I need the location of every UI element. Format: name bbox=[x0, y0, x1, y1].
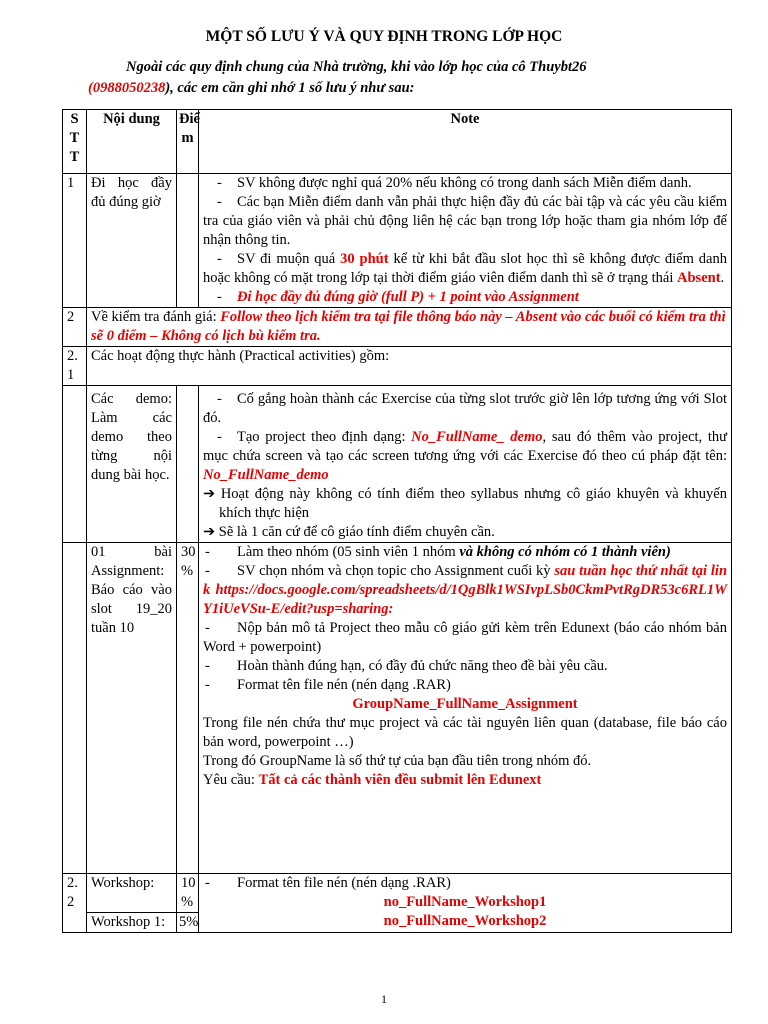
table-row bbox=[63, 543, 732, 874]
row22-note: - Format tên file nén (nén dạng .RAR) no_FullName_Workshop1 no_FullName_Workshop2 bbox=[199, 874, 732, 933]
page-number: 1 bbox=[381, 992, 387, 1006]
row1-stt: 1 bbox=[63, 174, 87, 308]
row2-content bbox=[87, 308, 732, 347]
row1-note4: Đi học đầy đủ đúng giờ (full P) + 1 point vào Assignment bbox=[237, 289, 579, 305]
row1-content: Đi học đầy đủ đúng giờ bbox=[87, 174, 177, 308]
demo-note2c: , sau đó thêm vào project, thư mục chứa screen và tạo các screen tương ứng với các Exercise đó theo cú pháp đặt tên: bbox=[203, 429, 727, 464]
header-note: Note bbox=[199, 110, 732, 174]
row2-stt: 2 bbox=[63, 308, 87, 347]
assignment-note9a: Yêu cầu: bbox=[203, 772, 259, 788]
demo-note2a: Tạo project theo định dạng: bbox=[237, 429, 412, 445]
demo-note4: Sẽ là 1 căn cứ để cô giáo tính điểm chuyên cần. bbox=[218, 524, 495, 540]
header-stt: S T T bbox=[63, 110, 87, 174]
header-score: Điể m bbox=[177, 110, 199, 174]
assignment-note: - Làm theo nhóm (05 sinh viên 1 nhóm và không có nhóm có 1 thành viên) - SV chọn nhóm và chọn topic cho Assignment cuối kỳ sau tuần học thứ nhất tại link https://docs.google.com/spreadsheets/d/1QgBlk1WSIvpLSb0CkmPvtRgDR53c6RL1WY1iUeVSu-E/edit?usp=sharing: - Nộp bản mô tả Project theo mẫu cô giáo gửi kèm trên Edunext (báo cáo nhóm bản Word + powerpoint) - Hoàn thành đúng hạn, có đầy đủ chức năng theo đề bài yêu cầu. - Format tên file nén (nén dạng .RAR) GroupName_FullName_Assignment Trong file nén chứa thư mục project và các tài nguyên liên quan (database, file báo cáo bản word, powerpoint …) Trong đó GroupName là số thứ tự của bạn đầu tiên trong nhóm đó. Yêu cầu: Tất cả các thành viên đều submit lên Edunext bbox=[199, 543, 732, 874]
table-row bbox=[63, 308, 732, 347]
intro-line1: Ngoài các quy định chung của Nhà trường, khi vào lớp học của cô Thuybt26 bbox=[126, 59, 587, 75]
row21-content: Các hoạt động thực hành (Practical activities) gồm: bbox=[87, 347, 732, 386]
row22-content1: Workshop: bbox=[87, 874, 177, 913]
assignment-note1b: và không có nhóm có 1 thành viên) bbox=[459, 544, 671, 560]
demo-note2d: No_FullName_demo bbox=[203, 467, 329, 483]
row2-text: Follow theo lịch kiểm tra tại file thông báo này – Absent vào các buổi có kiểm tra thì sẽ 0 điểm – Không có lịch bù kiểm tra. bbox=[91, 309, 726, 344]
demo-note3: Hoạt động này không có tính điểm theo syllabus nhưng cô giáo khuyên và khuyến khích thực hiện bbox=[219, 486, 727, 521]
row1-note3b: 30 phút bbox=[340, 251, 389, 267]
row1-note: - SV không được nghỉ quá 20% nếu không có trong danh sách Miễn điểm danh. - Các bạn Miễn điểm danh vẫn phải thực hiện đầy đủ các bài tập và các yêu cầu kiểm tra của giáo viên và phải chủ động liên hệ các bạn trong lớp hoặc tham gia nhóm lớp để nhận thông tin. - SV đi muộn quá 30 phút kể từ khi bắt đầu slot học thì sẽ không được điểm danh hoặc không có mặt trong lớp tại thời điểm giáo viên điểm danh thì sẽ ở trạng thái Absent. - Đi học đầy đủ đúng giờ (full P) + 1 point vào Assignment bbox=[199, 174, 732, 308]
assignment-note2a: SV chọn nhóm và chọn topic cho Assignment cuối kỳ bbox=[237, 563, 555, 579]
assignment-note7: Trong file nén chứa thư mục project và các tài nguyên liên quan (database, file báo cáo bản word, powerpoint …) bbox=[203, 715, 727, 750]
assignment-score: 30 % bbox=[177, 543, 199, 874]
arrow-icon: ➔ bbox=[203, 486, 221, 502]
assignment-filename: GroupName_FullName_Assignment bbox=[352, 696, 578, 712]
row1-note3c: kể từ khi bắt đầu slot học thì sẽ không được điểm danh hoặc không có mặt trong lớp tại thời điểm giáo viên điểm danh thì sẽ ở trạng thái bbox=[203, 251, 727, 286]
table-row bbox=[63, 347, 732, 386]
header-content: Nội dung bbox=[87, 110, 177, 174]
workshop2-filename: no_FullName_Workshop2 bbox=[383, 913, 547, 929]
table-row bbox=[63, 874, 732, 913]
demo-note: - Cố gắng hoàn thành các Exercise của từng slot trước giờ lên lớp tương ứng với Slot đó. - Tạo project theo định dạng: No_FullName_ demo, sau đó thêm vào project, thư mục chứa screen và tạo các screen tương ứng với các Exercise đó theo cú pháp đặt tên: No_FullName_demo ➔ Hoạt động này không có tính điểm theo syllabus nhưng cô giáo khuyên và khuyến khích thực hiện ➔ Sẽ là 1 căn cứ để cô giáo tính điểm chuyên cần. bbox=[199, 386, 732, 543]
assignment-note8: Trong đó GroupName là số thứ tự của bạn đầu tiên trong nhóm đó. bbox=[203, 753, 592, 769]
row22-note1: Format tên file nén (nén dạng .RAR) bbox=[237, 875, 451, 891]
assignment-content: 01 bài Assignment: Báo cáo vào slot 19_20 tuần 10 bbox=[87, 543, 177, 874]
intro-phone: (0988050238 bbox=[88, 80, 166, 96]
row1-note1: SV không được nghỉ quá 20% nếu không có trong danh sách Miễn điểm danh. bbox=[237, 175, 692, 191]
demo-note2b: No_FullName_ demo bbox=[411, 429, 543, 445]
workshop1-filename: no_FullName_Workshop1 bbox=[383, 894, 547, 910]
row1-score bbox=[177, 174, 199, 308]
assignment-note1a: Làm theo nhóm (05 sinh viên 1 nhóm bbox=[237, 544, 460, 560]
assignment-note4: Hoàn thành đúng hạn, có đầy đủ chức năng theo đề bài yêu cầu. bbox=[237, 658, 608, 674]
arrow-icon: ➔ bbox=[203, 524, 219, 540]
row22-score1: 10 % bbox=[177, 874, 199, 913]
row1-note2: Các bạn Miễn điểm danh vẫn phải thực hiện đầy đủ các bài tập và các yêu cầu kiểm tra của giáo viên và phải chủ động liên hệ các bạn trong lớp hoặc tham gia nhóm lớp để nhận thông tin. bbox=[203, 194, 727, 248]
rules-table bbox=[62, 109, 732, 933]
assignment-note2b: sau tuần học thứ nhất tại link https://docs.google.com/spreadsheets/d/1QgBlk1WSIvpLSb0CkmPvtRgDR53c6RL1WY1iUeVSu-E/edit?usp=sharing: bbox=[203, 563, 728, 617]
row22-stt: 2. 2 bbox=[63, 874, 87, 933]
row22-content2: Workshop 1: bbox=[87, 913, 177, 933]
table-header-row bbox=[63, 110, 732, 174]
row2-label: Về kiểm tra đánh giá: bbox=[91, 309, 221, 325]
table-row bbox=[63, 174, 732, 308]
demo-content: Các demo: Làm các demo theo từng nội dung bài học. bbox=[87, 386, 177, 543]
row21-stt: 2. 1 bbox=[63, 347, 87, 386]
intro-paragraph bbox=[88, 57, 688, 99]
demo-note1: Cố gắng hoàn thành các Exercise của từng slot trước giờ lên lớp tương ứng với Slot đó. bbox=[203, 391, 727, 426]
row1-note3d: Absent bbox=[677, 270, 721, 286]
demo-score bbox=[177, 386, 199, 543]
row1-note3e: . bbox=[720, 270, 725, 286]
row1-note3a: SV đi muộn quá bbox=[237, 251, 341, 267]
demo-stt bbox=[63, 386, 87, 543]
assignment-stt bbox=[63, 543, 87, 874]
assignment-note9b: Tất cả các thành viên đều submit lên Edunext bbox=[258, 772, 542, 788]
intro-rest: ), các em cần ghi nhớ 1 số lưu ý như sau: bbox=[165, 80, 415, 96]
document-title: MỘT SỐ LƯU Ý VÀ QUY ĐỊNH TRONG LỚP HỌC bbox=[205, 28, 563, 45]
row22-score2: 5% bbox=[177, 913, 199, 933]
assignment-note3: Nộp bản mô tả Project theo mẫu cô giáo gửi kèm trên Edunext (báo cáo nhóm bản Word + powerpoint) bbox=[203, 620, 727, 655]
table-row bbox=[63, 386, 732, 543]
assignment-note5: Format tên file nén (nén dạng .RAR) bbox=[237, 677, 451, 693]
